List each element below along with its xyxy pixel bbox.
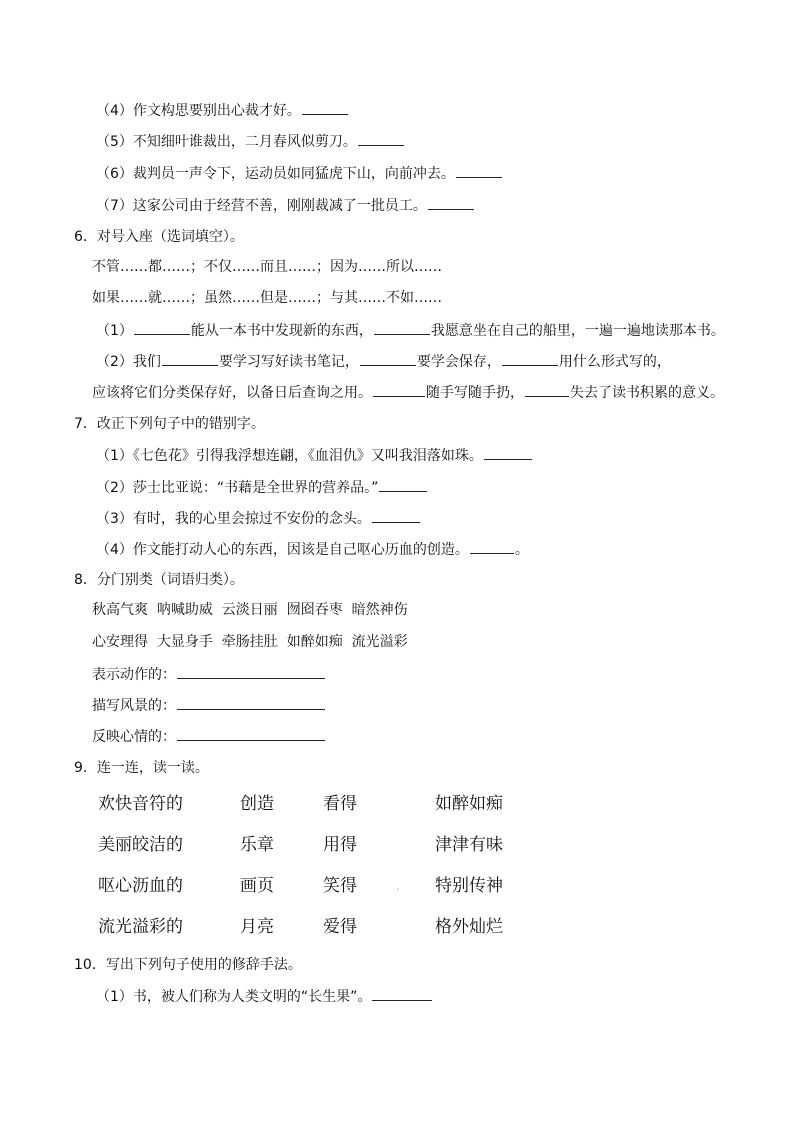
q9-col1-item-4[interactable]: 流光溢彩的 — [98, 917, 183, 937]
q7-item-2 — [96, 477, 428, 498]
q6-s2-part-f: 随手写随手扔， — [426, 385, 524, 401]
q7-item-3-text: （3）有时，我的心里会掠过不安份的念头。 — [96, 511, 371, 527]
q6-options-line-2: 如果……就……；虽然……但是……；与其……不如…… — [92, 290, 442, 306]
q5-item-6 — [96, 163, 503, 184]
q6-s2-blank-4[interactable] — [373, 382, 425, 397]
q8-blank-action[interactable] — [177, 664, 325, 679]
q10-item-1-blank[interactable] — [372, 986, 432, 1001]
q7-item-4-tail: 。 — [514, 542, 529, 558]
q7-item-4-text: （4）作文能打动人心的东西，因该是自己呕心历血的创造。 — [96, 542, 469, 558]
q6-s2-blank-2[interactable] — [360, 351, 416, 366]
q7-item-1-blank[interactable] — [484, 445, 532, 460]
q9-col3-item-2[interactable]: 用得 — [323, 835, 357, 855]
q10-title: 10．写出下列句子使用的修辞手法。 — [74, 957, 302, 973]
q6-s2-part-d: 用什么形式写的， — [558, 354, 671, 370]
q6-s1-part-a: （1） — [96, 323, 133, 339]
q8-blank-mood[interactable] — [177, 726, 325, 741]
q5-item-5-blank[interactable] — [358, 131, 404, 146]
q7-item-2-text: （2）莎士比亚说：“书藉是全世界的营养品。” — [96, 480, 379, 496]
q6-s2-part-c: 要学会保存， — [416, 354, 501, 370]
q5-item-7 — [96, 195, 475, 216]
stray-dot-mark: . — [396, 882, 400, 893]
q9-col3-item-4[interactable]: 爱得 — [323, 917, 357, 937]
q7-title: 7．改正下列句子中的错别字。 — [74, 416, 265, 432]
q9-col2-item-2[interactable]: 乐章 — [240, 835, 274, 855]
q9-col1-item-3[interactable]: 呕心沥血的 — [98, 876, 183, 896]
q6-s2-part-e: 应该将它们分类保存好，以备日后查询之用。 — [92, 385, 372, 401]
q5-item-4 — [96, 100, 349, 121]
q6-options-line-1: 不管……都……；不仅……而且……；因为……所以…… — [92, 259, 442, 275]
q8-category-action — [92, 664, 326, 685]
q6-s1-part-c: 我愿意坐在自己的船里，一遍一遍地读那本书。 — [430, 323, 725, 339]
q8-words-line-1: 秋高气爽 呐喊助威 云淡日丽 囫囵吞枣 暗然神伤 — [92, 602, 408, 618]
q6-s1-blank-2[interactable] — [374, 320, 430, 335]
q7-item-1 — [96, 445, 533, 466]
q7-item-3 — [96, 508, 421, 529]
q7-item-4 — [96, 539, 529, 560]
q8-label-action: 表示动作的： — [92, 667, 176, 683]
q8-blank-scenery[interactable] — [177, 695, 325, 710]
q8-category-scenery — [92, 695, 326, 716]
q6-s2-blank-5[interactable] — [525, 382, 569, 397]
q5-item-7-blank[interactable] — [428, 195, 474, 210]
q9-col4-item-1[interactable]: 如醉如痴 — [435, 794, 503, 814]
q9-col1-item-2[interactable]: 美丽皎洁的 — [98, 835, 183, 855]
q7-item-4-blank[interactable] — [470, 539, 514, 554]
q6-s2-blank-3[interactable] — [502, 351, 558, 366]
q6-s2-part-b: 要学习写好读书笔记， — [218, 354, 359, 370]
q8-label-scenery: 描写风景的： — [92, 698, 176, 714]
q5-item-4-blank[interactable] — [302, 100, 348, 115]
q5-item-4-text: （4）作文构思要别出心裁才好。 — [96, 103, 301, 119]
q7-item-3-blank[interactable] — [372, 508, 420, 523]
q5-item-6-text: （6）裁判员一声令下，运动员如同猛虎下山，向前冲去。 — [96, 166, 455, 182]
q5-item-5 — [96, 131, 405, 152]
q9-col3-item-1[interactable]: 看得 — [323, 794, 357, 814]
q7-item-2-blank[interactable] — [379, 477, 427, 492]
q9-col2-item-1[interactable]: 创造 — [240, 794, 274, 814]
q8-category-mood — [92, 726, 326, 747]
q6-s2-part-g: 失去了读书积累的意义。 — [570, 385, 724, 401]
q7-item-1-text: （1）《七色花》引得我浮想连翩，《血泪仇》又叫我泪落如珠。 — [96, 448, 483, 464]
q5-item-6-blank[interactable] — [456, 163, 502, 178]
q8-title: 8．分门别类（词语归类）。 — [74, 572, 244, 588]
q9-col2-item-4[interactable]: 月亮 — [240, 917, 274, 937]
q6-sentence-1 — [96, 320, 725, 341]
q10-item-1-text: （1）书，被人们称为人类文明的“长生果”。 — [96, 989, 372, 1005]
q6-title: 6．对号入座（选词填空）。 — [74, 229, 244, 245]
q8-words-line-2: 心安理得 大显身手 牵肠挂肚 如醉如痴 流光溢彩 — [92, 634, 408, 650]
q6-sentence-2 — [96, 351, 671, 372]
q9-col4-item-3[interactable]: 特别传神 — [435, 876, 503, 896]
q5-item-5-text: （5）不知细叶谁裁出，二月春风似剪刀。 — [96, 134, 357, 150]
q9-col2-item-3[interactable]: 画页 — [240, 876, 274, 896]
q10-item-1 — [96, 986, 433, 1007]
q9-col4-item-2[interactable]: 津津有味 — [435, 835, 503, 855]
q6-s1-part-b: 能从一本书中发现新的东西， — [190, 323, 373, 339]
q8-label-mood: 反映心情的： — [92, 729, 176, 745]
q5-item-7-text: （7）这家公司由于经营不善，刚刚裁减了一批员工。 — [96, 198, 427, 214]
q6-s1-blank-1[interactable] — [134, 320, 190, 335]
q9-col3-item-3[interactable]: 笑得 — [323, 876, 357, 896]
q9-col4-item-4[interactable]: 格外灿烂 — [435, 917, 503, 937]
q6-s2-blank-1[interactable] — [162, 351, 218, 366]
q6-s2-part-a: （2）我们 — [96, 354, 161, 370]
q9-title: 9．连一连，读一读。 — [74, 760, 209, 776]
q6-sentence-2-continued — [92, 382, 724, 403]
q9-col1-item-1[interactable]: 欢快音符的 — [98, 794, 183, 814]
